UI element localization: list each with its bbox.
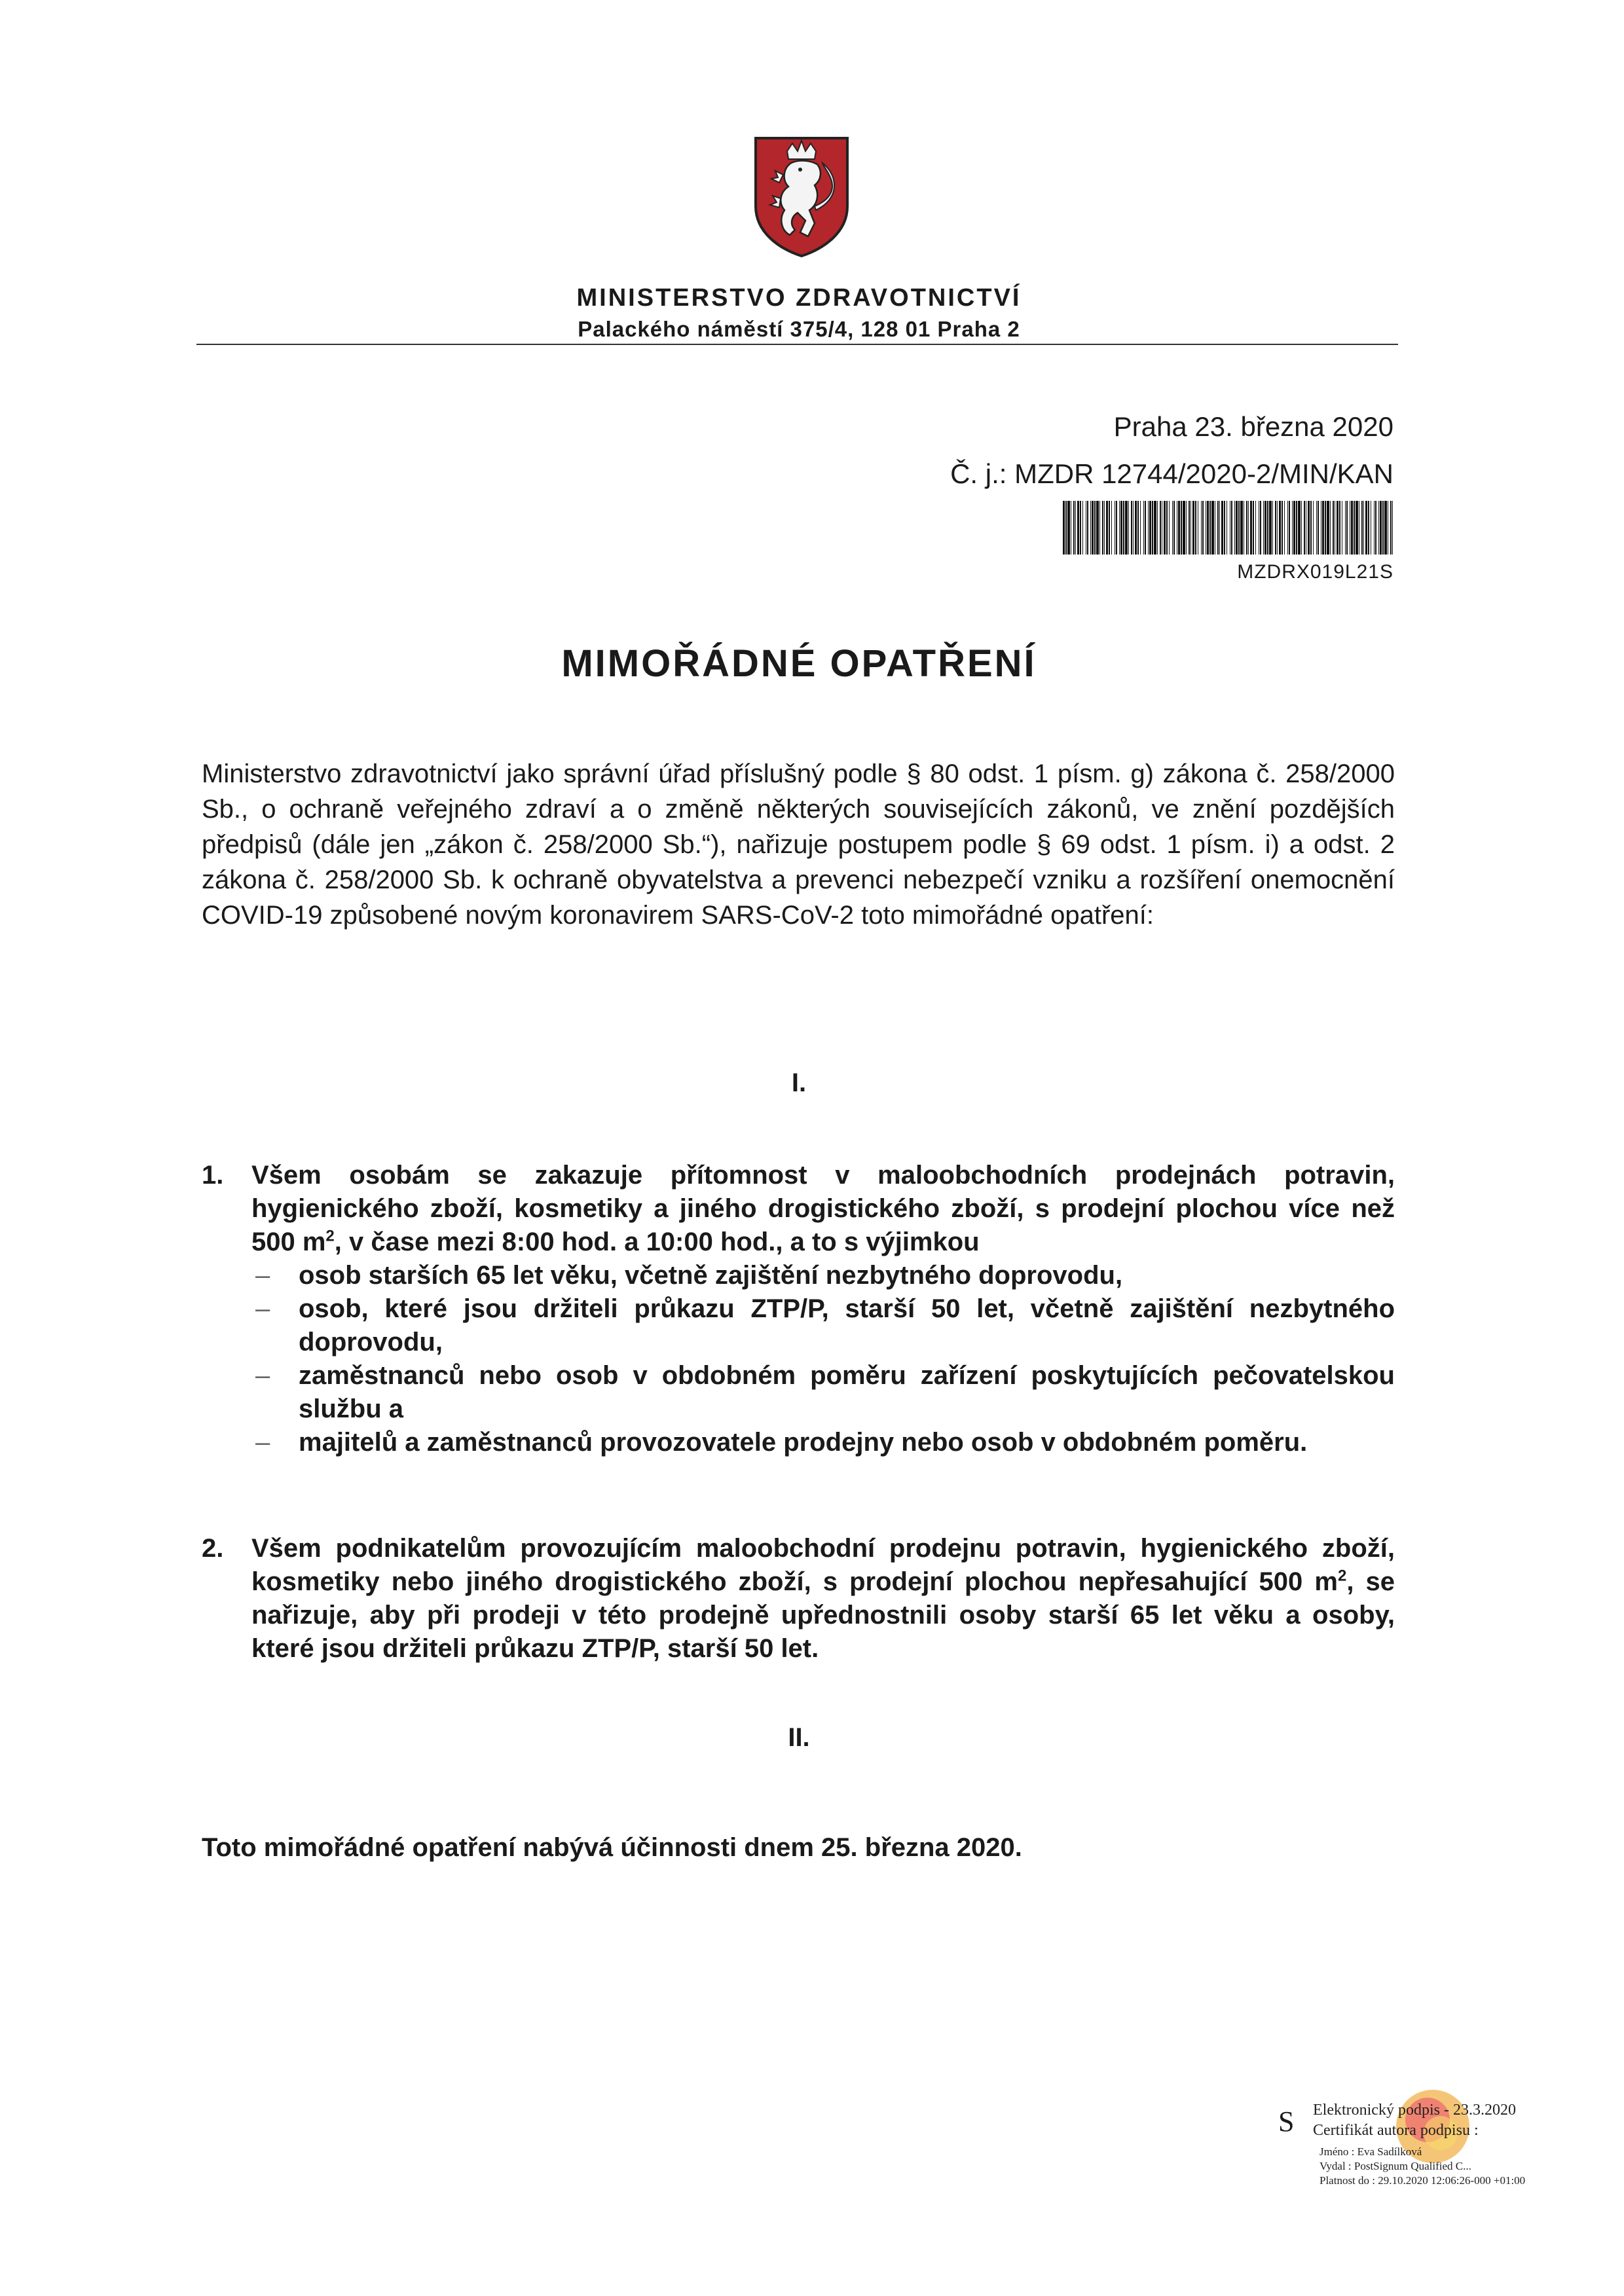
barcode-icon xyxy=(1063,501,1393,555)
ordinance-item-1 xyxy=(202,1159,1395,1459)
item-number: 2. xyxy=(202,1534,224,1563)
list-item: – osob starších 65 let věku, včetně zajištění nezbytného doprovodu, xyxy=(251,1259,1395,1292)
superscript: 2 xyxy=(1337,1567,1347,1585)
document-title: MIMOŘÁDNÉ OPATŘENÍ xyxy=(561,642,1037,685)
item-text-part: Všem osobám se zakazuje přítomnost v maloobchodních prodejnách potravin, hygienického zboží, kosmetiky a jiného drogistického zboží, s prodejní plochou více než 500 m xyxy=(251,1161,1395,1256)
item-text-part: , v čase mezi 8:00 hod. a 10:00 hod., a to s výjimkou xyxy=(334,1228,980,1256)
item-text xyxy=(251,1532,1395,1666)
certificate-line: Certifikát autora podpisu : xyxy=(1313,2122,1479,2139)
exceptions-list xyxy=(202,1259,1395,1459)
electronic-signature xyxy=(1313,2102,1525,2188)
item-text-part: , se nařizuje, aby při prodeji v této prodejně upřednostnili osoby starší 65 let věku a osoby, které jsou držiteli průkazu ZTP/P, starší 50 let. xyxy=(251,1567,1395,1663)
list-item: – osob, které jsou držiteli průkazu ZTP/P, starší 50 let, včetně zajištění nezbytného doprovodu, xyxy=(251,1292,1395,1359)
signature-line: Elektronický podpis - 23.3.2020 xyxy=(1313,2102,1516,2119)
superscript: 2 xyxy=(325,1227,335,1245)
certificate-issuer: Vydal : PostSignum Qualified C... xyxy=(1320,2160,1471,2172)
intro-paragraph: Ministerstvo zdravotnictví jako správní úřad příslušný podle § 80 odst. 1 písm. g) zákona č. 258/2000 Sb., o ochraně veřejného zdraví a o změně některých souvisejících zákonů, ve znění pozdějších předpisů (dále jen „zákon č. 258/2000 Sb.“), nařizuje postupem podle § 69 odst. 1 písm. i) a odst. 2 zákona č. 258/2000 Sb. k ochraně obyvatelstva a prevenci nebezpečí vzniku a rozšíření onemocnění COVID-19 způsobené novým koronavirem SARS-CoV-2 toto mimořádné opatření: xyxy=(202,759,1395,930)
certificate-validity: Platnost do : 29.10.2020 12:06:26-000 +01:00 xyxy=(1320,2174,1526,2187)
list-item: – zaměstnanců nebo osob v obdobném poměru zařízení poskytujících pečovatelskou službu a xyxy=(251,1359,1395,1426)
header-divider xyxy=(196,344,1398,345)
list-item: – majitelů a zaměstnanců provozovatele prodejny nebo osob v obdobném poměru. xyxy=(251,1426,1395,1459)
reference-number: Č. j.: MZDR 12744/2020-2/MIN/KAN xyxy=(950,458,1393,489)
ministry-address: Palackého náměstí 375/4, 128 01 Praha 2 xyxy=(578,317,1020,341)
signature-mark: S xyxy=(1278,2105,1295,2138)
item-number: 1. xyxy=(202,1161,224,1190)
item-text xyxy=(251,1159,1395,1259)
barcode-text: MZDRX019L21S xyxy=(1237,561,1393,583)
certificate-details xyxy=(1320,2145,1525,2188)
section-heading-1: I. xyxy=(791,1068,807,1097)
ministry-name: MINISTERSTVO ZDRAVOTNICTVÍ xyxy=(576,284,1022,312)
document-date: Praha 23. března 2020 xyxy=(1113,411,1393,442)
czech-coat-of-arms-icon xyxy=(752,134,851,259)
ordinance-item-2 xyxy=(202,1532,1395,1666)
item-text-part: Všem podnikatelům provozujícím maloobchodní prodejnu potravin, hygienického zboží, kosmetiky nebo jiného drogistického zboží, s prodejní plochou nepřesahující 500 m xyxy=(251,1534,1395,1596)
signer-name: Jméno : Eva Sadílková xyxy=(1320,2145,1422,2158)
section-heading-2: II. xyxy=(788,1723,810,1752)
effective-date-statement: Toto mimořádné opatření nabývá účinnosti dnem 25. března 2020. xyxy=(202,1833,1022,1862)
